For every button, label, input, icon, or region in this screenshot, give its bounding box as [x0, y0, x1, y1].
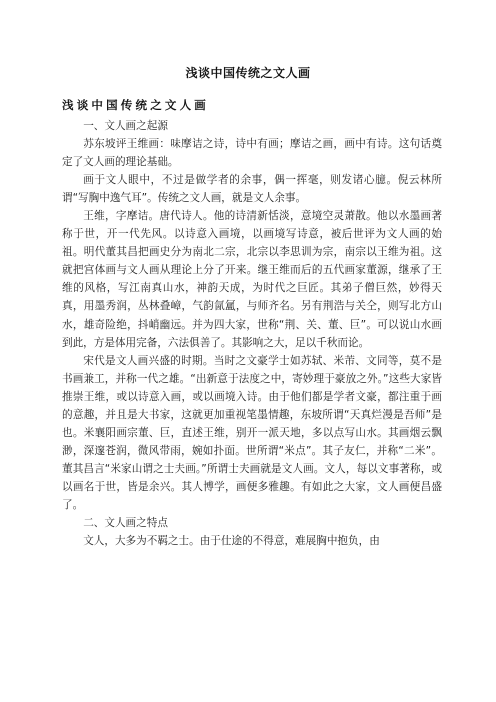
paragraph: 文人，大多为不羁之士。由于仕途的不得意，难展胸中抱负，由 [83, 535, 380, 548]
paragraph: 宋代是文人画兴盛的时期。当时之文豪学士如苏轼、米芾、文同等，莫不是书画兼工，并称一代之雄。“出新意于法度之中，寄妙理于豪放之外。”这些大家皆推崇王维，或以诗意入画，或以画境入诗。由于他们都是学者文豪，都注重于画的意趣，并且是大书家，这就更加重视笔墨情趣，东坡所谓“天真烂漫是吾师”是也。米襄阳画宗董、巨，直述王维，别开一派天地，多以点写山水。其画烟云飘渺，深邃苍润，微风带雨，婉如扑面。世所谓“米点”。其子友仁，并称“二米”。董其昌言“米家山谓之士夫画。”所谓士夫画就是文人画。文人，每以文事著称，或以画名于世，皆是余兴。其人博学，画便多雅趣。有如此之大家，文人画便昌盛了。 [62, 354, 442, 511]
document-title: 浅谈中国传统之文人画 [185, 66, 311, 80]
paragraph: 苏东坡评王维画：味摩诘之诗，诗中有画；摩诘之画，画中有诗。这句话奠定了文人画的理论基础。 [62, 138, 442, 169]
section-heading-features: 二、文人画之特点 [83, 517, 168, 530]
paragraph: 画于文人眼中，不过是做学者的余事，偶一挥毫，则发诸心臆。倪云林所谓“写胸中逸气耳”。传统之文人画，就是文人余事。 [62, 174, 442, 205]
article-heading: 浅谈中国传统之文人画 [62, 98, 209, 112]
section-heading-origin: 一、文人画之起源 [83, 120, 168, 132]
paragraph: 王维，字摩诘。唐代诗人。他的诗清新恬淡，意境空灵萧散。他以水墨画著称于世，开一代先风。以诗意入画境，以画境写诗意，被后世评为文人画的始祖。明代董其昌把画史分为南北二宗，北宗以李思训为宗，南宗以王维为祖。这就把宫体画与文人画从理论上分了开来。继王维而后的五代画家董源，继承了王维的风格，写江南真山水，神韵天成，为时代之巨匠。其弟子僧巨然，妙得天真，用墨秀润，丛林叠嶂，气韵氤氲，与师齐名。另有荆浩与关仝，则写北方山水，雄奇险绝，抖峭幽远。并为四大家，世称“荆、关、董、巨”。可以说山水画到此，方是体用完备，六法俱善了。其影响之大，足以千秋而论。 [62, 210, 442, 349]
article-body [62, 117, 442, 550]
